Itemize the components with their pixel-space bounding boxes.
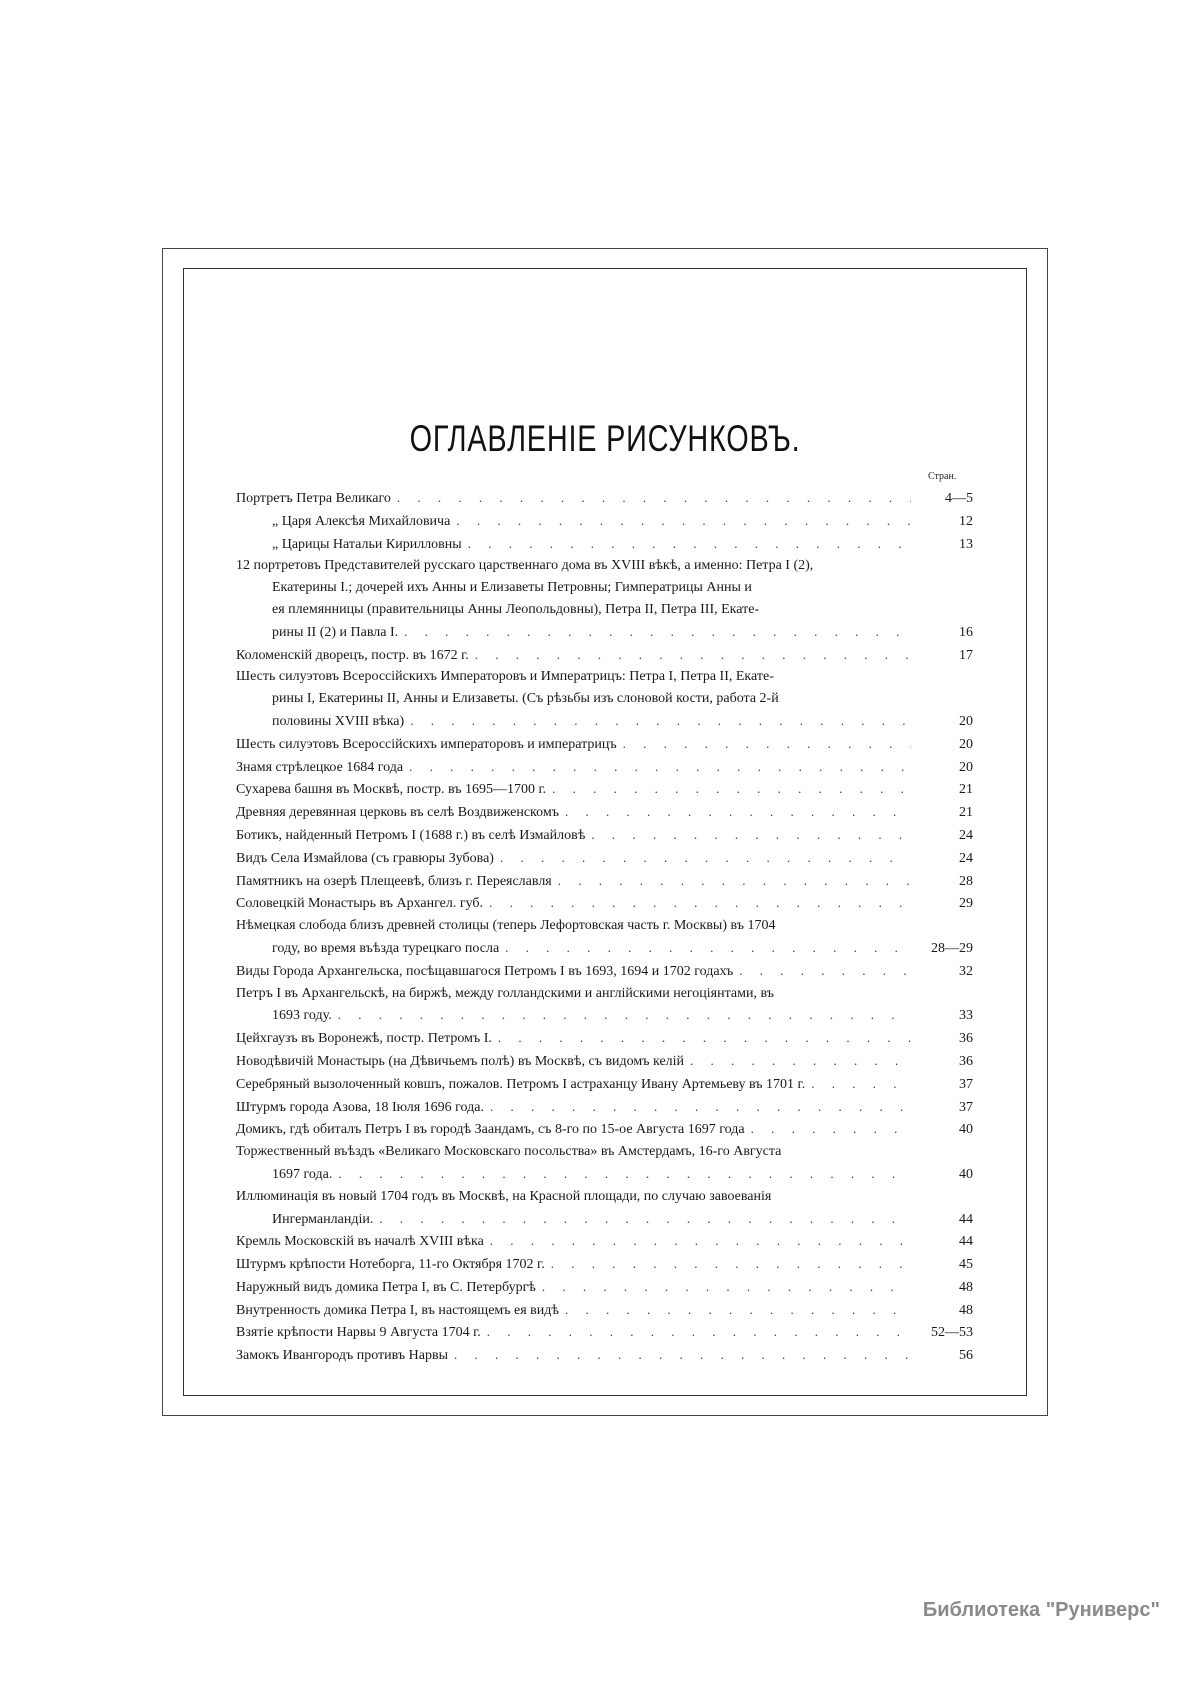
toc-entry-text: Коломенскій дворецъ, постр. въ 1672 г. xyxy=(236,647,469,663)
table-of-contents xyxy=(236,487,973,1367)
dot-leader xyxy=(505,937,911,959)
toc-entry-text: Нѣмецкая слобода близъ древней столицы (теперь Лефортовская часть г. Москвы) въ 1704 xyxy=(236,918,776,934)
dot-leader xyxy=(542,1276,911,1298)
dot-leader xyxy=(498,1027,911,1049)
toc-entry xyxy=(236,1050,973,1073)
toc-entry-text: ея племянницы (правительницы Анны Леопольдовны), Петра II, Петра III, Екате- xyxy=(272,601,760,617)
toc-entry-page: 20 xyxy=(959,759,973,775)
toc-entry-text: году, во время въѣзда турецкаго посла xyxy=(272,940,500,956)
toc-entry-page: 32 xyxy=(959,963,973,979)
toc-entry xyxy=(236,778,973,801)
toc-entry-text: Видъ Села Измайлова (съ гравюры Зубова) xyxy=(236,850,494,866)
toc-entry-text: „ Царя Алексѣя Михайловича xyxy=(272,513,451,529)
dot-leader xyxy=(591,824,911,846)
toc-entry xyxy=(236,847,973,870)
toc-entry-text: Взятіе крѣпости Нарвы 9 Августа 1704 г. xyxy=(236,1325,481,1341)
toc-entry-page: 40 xyxy=(959,1122,973,1138)
toc-entry xyxy=(236,1230,973,1253)
toc-entry-page: 40 xyxy=(959,1166,973,1182)
toc-entry-text: Портретъ Петра Великаго xyxy=(236,491,391,506)
toc-entry xyxy=(236,1186,973,1231)
toc-entry-page: 21 xyxy=(959,805,973,821)
toc-entry xyxy=(236,756,973,779)
toc-entry-text: Штурмъ города Азова, 18 Іюля 1696 года. xyxy=(236,1099,484,1115)
toc-entry xyxy=(236,983,973,1028)
dot-leader xyxy=(475,644,911,666)
toc-entry-text: Соловецкій Монастырь въ Архангел. губ. xyxy=(236,896,484,912)
toc-entry xyxy=(236,1276,973,1299)
toc-entry xyxy=(236,1321,973,1344)
toc-entry-text: Памятникъ на озерѣ Плещеевѣ, близъ г. Переяславля xyxy=(236,873,552,889)
dot-leader xyxy=(404,621,911,643)
toc-entry-page: 28 xyxy=(959,873,973,889)
toc-entry-page: 28—29 xyxy=(931,940,973,956)
toc-entry-page: 12 xyxy=(959,513,973,529)
toc-entry-text: Цейхгаузъ въ Воронежѣ, постр. Петромъ I. xyxy=(236,1031,492,1047)
dot-leader xyxy=(454,1344,911,1366)
dot-leader xyxy=(558,870,911,892)
dot-leader xyxy=(623,733,911,755)
toc-entry-page: 33 xyxy=(959,1008,973,1024)
toc-entry-text: 1697 года. xyxy=(272,1166,333,1182)
dot-leader xyxy=(468,533,911,555)
dot-leader xyxy=(551,1253,911,1275)
toc-entry-text: Шесть силуэтовъ Всероссійскихъ императоровъ и императрицъ xyxy=(236,736,617,752)
toc-entry-page: 21 xyxy=(959,782,973,798)
dot-leader xyxy=(565,801,911,823)
toc-entry xyxy=(236,533,973,556)
toc-entry-text: 1693 году. xyxy=(272,1008,332,1024)
toc-entry-page: 48 xyxy=(959,1279,973,1295)
toc-entry-page: 29 xyxy=(959,896,973,912)
dot-leader xyxy=(811,1073,911,1095)
toc-entry-page: 20 xyxy=(959,713,973,729)
toc-entry xyxy=(236,1027,973,1050)
toc-entry xyxy=(236,1299,973,1322)
toc-entry xyxy=(236,1344,973,1367)
dot-leader xyxy=(500,847,911,869)
dot-leader xyxy=(490,1096,911,1118)
pages-column-label: Стран. xyxy=(928,471,957,482)
toc-entry xyxy=(236,1253,973,1276)
dot-leader xyxy=(489,892,911,914)
toc-entry-page: 16 xyxy=(959,624,973,640)
dot-leader xyxy=(487,1321,911,1343)
toc-entry-text: Ингерманландіи. xyxy=(272,1211,374,1227)
toc-entry-text: Древняя деревянная церковь въ селѣ Воздвиженскомъ xyxy=(236,805,559,821)
toc-entry-text: Новодѣвичій Монастырь (на Дѣвичьемъ полѣ) въ Москвѣ, съ видомъ келій xyxy=(236,1053,685,1069)
toc-entry-text: Серебряный вызолоченный ковшъ, пожалов. Петромъ I астраханцу Ивану Артемьеву въ 1701 г. xyxy=(236,1076,806,1092)
toc-entry-page: 20 xyxy=(959,736,973,752)
toc-entry-text: Наружный видъ домика Петра I, въ С. Петербургѣ xyxy=(236,1279,536,1295)
toc-entry xyxy=(236,1096,973,1119)
dot-leader xyxy=(490,1230,911,1252)
toc-entry-page: 37 xyxy=(959,1076,973,1092)
toc-entry-text: Домикъ, гдѣ обиталъ Петръ I въ городѣ Заандамъ, съ 8-го по 15-ое Августа 1697 года xyxy=(236,1122,745,1138)
dot-leader xyxy=(751,1118,911,1140)
toc-entry xyxy=(236,666,973,732)
toc-entry-text: Шесть силуэтовъ Всероссійскихъ Императоровъ и Императрицъ: Петра I, Петра II, Екате- xyxy=(236,669,774,685)
toc-entry xyxy=(236,1118,973,1141)
dot-leader xyxy=(338,1004,911,1026)
toc-entry-page: 56 xyxy=(959,1348,973,1364)
dot-leader xyxy=(456,510,911,532)
toc-entry xyxy=(236,487,973,510)
toc-entry-text: Екатерины I.; дочерей ихъ Анны и Елизаветы Петровны; Гимператрицы Анны и xyxy=(272,580,752,596)
dot-leader xyxy=(690,1050,911,1072)
toc-entry-page: 44 xyxy=(959,1234,973,1250)
toc-entry xyxy=(236,870,973,893)
toc-entry-page: 17 xyxy=(959,647,973,663)
dot-leader xyxy=(410,710,911,732)
toc-entry-page: 37 xyxy=(959,1099,973,1115)
toc-entry-text: Виды Города Архангельска, посѣщавшагося Петромъ I въ 1693, 1694 и 1702 годахъ xyxy=(236,963,734,979)
toc-entry xyxy=(236,1141,973,1186)
dot-leader xyxy=(565,1299,911,1321)
toc-entry-text: Штурмъ крѣпости Нотеборга, 11-го Октября 1702 г. xyxy=(236,1257,545,1273)
toc-entry xyxy=(236,644,973,667)
toc-entry xyxy=(236,1073,973,1096)
toc-entry-text: Кремль Московскій въ началѣ XVIII вѣка xyxy=(236,1234,484,1250)
toc-entry xyxy=(236,892,973,915)
toc-entry-text: рины I, Екатерины II, Анны и Елизаветы. (Съ рѣзьбы изъ слоновой кости, работа 2-й xyxy=(272,691,779,707)
dot-leader xyxy=(552,778,911,800)
toc-entry xyxy=(236,960,973,983)
toc-entry-text: Торжественный въѣздъ «Великаго Московскаго посольства» въ Амстердамъ, 16-го Августа xyxy=(236,1144,782,1160)
toc-entry-text: Сухарева башня въ Москвѣ, постр. въ 1695—1700 г. xyxy=(236,782,547,798)
toc-entry-text: Ботикъ, найденный Петромъ I (1688 г.) въ селѣ Измайловѣ xyxy=(236,827,586,843)
toc-entry xyxy=(236,733,973,756)
toc-entry-text: Петръ I въ Архангельскѣ, на биржѣ, между голландскими и англійскими негоціянтами, въ xyxy=(236,985,774,1001)
toc-entry-page: 24 xyxy=(959,850,973,866)
library-watermark: Библиотека "Руниверс" xyxy=(922,1599,1160,1621)
toc-entry-page: 52—53 xyxy=(931,1325,973,1341)
toc-entry-page: 45 xyxy=(959,1257,973,1273)
dot-leader xyxy=(739,960,911,982)
dot-leader xyxy=(379,1208,911,1230)
toc-entry-text: 12 портретовъ Представителей русскаго царственнаго дома въ XVIII вѣкѣ, а именно: Петра I (2), xyxy=(236,558,814,574)
dot-leader xyxy=(397,487,911,509)
toc-entry-page: 4—5 xyxy=(945,491,973,506)
toc-entry-text: „ Царицы Натальи Кирилловны xyxy=(272,536,462,552)
toc-entry-text: рины II (2) и Павла I. xyxy=(272,624,399,640)
toc-entry xyxy=(236,510,973,533)
toc-entry-text: половины XVIII вѣка) xyxy=(272,713,405,729)
toc-entry xyxy=(236,801,973,824)
toc-entry-page: 36 xyxy=(959,1031,973,1047)
toc-entry-page: 13 xyxy=(959,536,973,552)
toc-entry-page: 24 xyxy=(959,827,973,843)
toc-entry-text: Иллюминація въ новый 1704 годъ въ Москвѣ, на Красной площади, по случаю завоеванія xyxy=(236,1188,772,1204)
toc-entry-page: 44 xyxy=(959,1211,973,1227)
dot-leader xyxy=(338,1163,911,1185)
toc-entry xyxy=(236,555,973,643)
toc-entry-page: 48 xyxy=(959,1302,973,1318)
page-title: ОГЛАВЛЕНІЕ РИСУНКОВЪ. xyxy=(409,418,801,459)
toc-entry-text: Внутренность домика Петра I, въ настоящемъ ея видѣ xyxy=(236,1302,559,1318)
toc-entry xyxy=(236,915,973,960)
dot-leader xyxy=(409,756,911,778)
toc-entry-page: 36 xyxy=(959,1053,973,1069)
toc-entry-text: Замокъ Ивангородъ противъ Нарвы xyxy=(236,1348,448,1364)
toc-entry-text: Знамя стрѣлецкое 1684 года xyxy=(236,759,404,775)
toc-entry xyxy=(236,824,973,847)
